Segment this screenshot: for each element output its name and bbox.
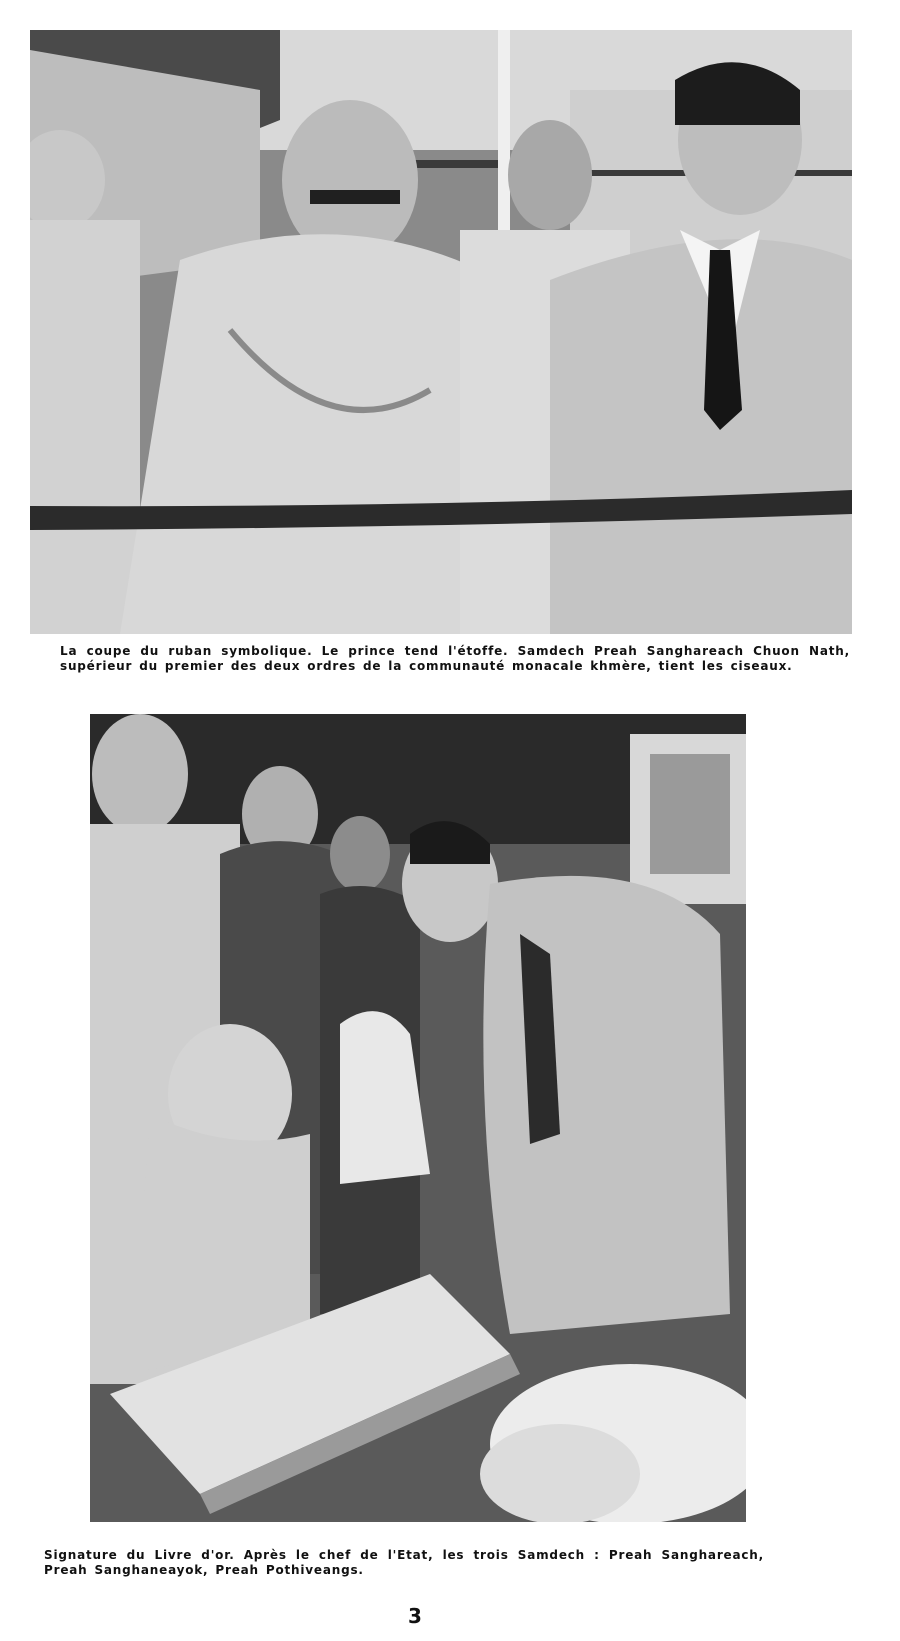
guestbook-signing-illustration (90, 714, 746, 1522)
bottom-photo-caption: Signature du Livre d'or. Après le chef de l'Etat, les trois Samdech : Preah Sanghareach, Preah Sanghaneayok, Preah Pothiveangs. (44, 1548, 764, 1577)
ribbon-cutting-photo (30, 30, 852, 634)
guestbook-signing-photo (90, 714, 746, 1522)
page-number: 3 (408, 1604, 422, 1628)
top-photo-caption: La coupe du ruban symbolique. Le prince tend l'étoffe. Samdech Preah Sanghareach Chuon Nath, supérieur du premier des deux ordres de la communauté monacale khmère, tient les ciseaux. (60, 644, 850, 673)
ribbon-cutting-illustration (30, 30, 852, 634)
